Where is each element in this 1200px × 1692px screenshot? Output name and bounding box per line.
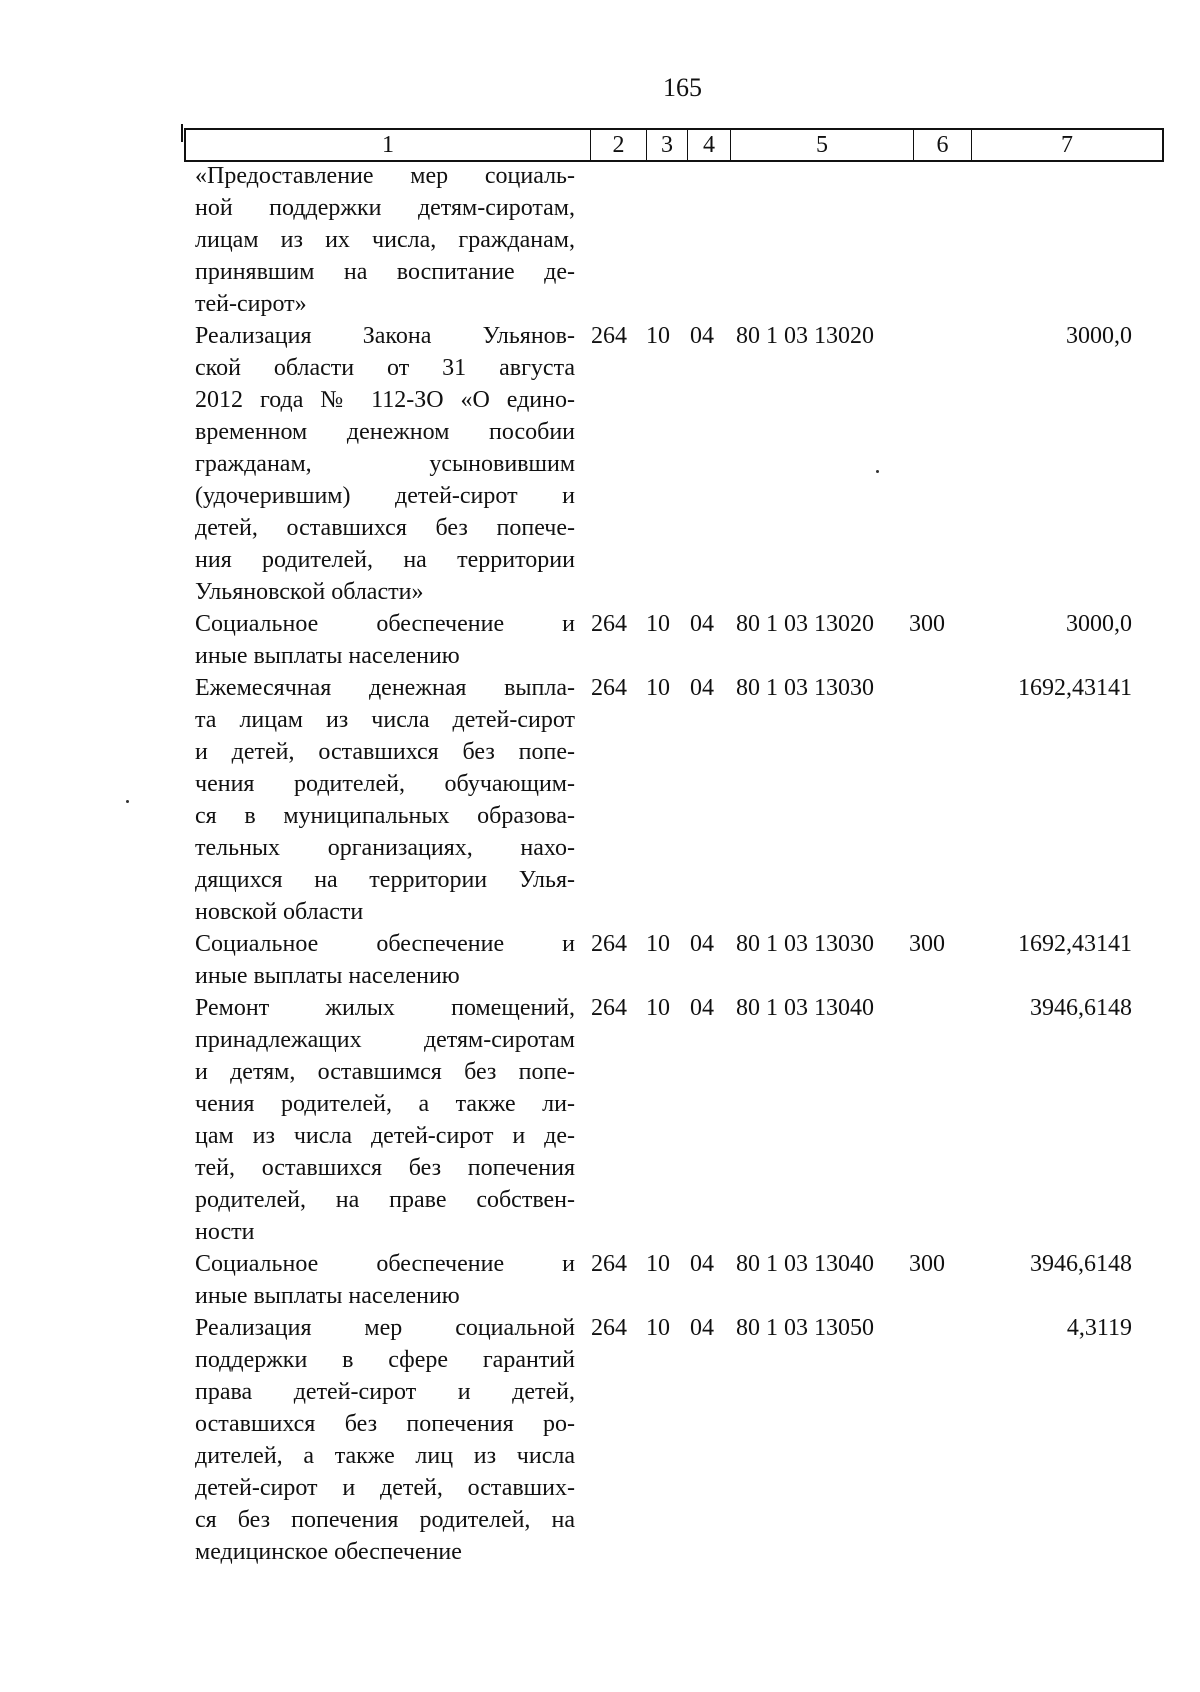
- row-description: [195, 160, 575, 320]
- description-line: временном денежном пособии: [195, 419, 575, 445]
- header-col-6: 6: [914, 130, 972, 160]
- table-row: [0, 1312, 1200, 1568]
- row-cell-c6: 300: [909, 1251, 945, 1277]
- description-line: Ежемесячная денежная выпла-: [195, 675, 575, 701]
- row-cell-c5: 80 1 03 13020: [736, 611, 874, 637]
- row-cell-c7: 1692,43141: [1018, 675, 1132, 701]
- row-cell-c5: 80 1 03 13030: [736, 675, 874, 701]
- description-line: Реализация мер социальной: [195, 1315, 575, 1341]
- row-description: [195, 992, 575, 1248]
- row-cell-c5: 80 1 03 13030: [736, 931, 874, 957]
- description-line: ской области от 31 августа: [195, 355, 575, 381]
- row-cell-c2: 264: [591, 675, 627, 701]
- description-line: 2012 года № 112-ЗО «О едино-: [195, 387, 575, 413]
- description-line: принадлежащих детям-сиротам: [195, 1027, 575, 1053]
- row-description: [195, 928, 575, 992]
- header-col-7: 7: [1061, 132, 1073, 158]
- description-line: иные выплаты населению: [195, 963, 460, 989]
- description-line: и детей, оставшихся без попе-: [195, 739, 575, 765]
- row-cell-c3: 10: [646, 611, 670, 637]
- row-cell-c4: 04: [690, 1251, 714, 1277]
- table-edge-mark: [181, 124, 183, 142]
- row-cell-c2: 264: [591, 1315, 627, 1341]
- description-line: Ульяновской области»: [195, 579, 424, 605]
- row-cell-c5: 80 1 03 13050: [736, 1315, 874, 1341]
- table-row: [0, 928, 1200, 992]
- row-cell-c3: 10: [646, 995, 670, 1021]
- header-col-1: 1: [186, 130, 591, 160]
- row-cell-c6: 300: [909, 931, 945, 957]
- description-line: «Предоставление мер социаль-: [195, 163, 575, 189]
- description-line: принявшим на воспитание де-: [195, 259, 575, 285]
- row-cell-c7: 3000,0: [1066, 323, 1132, 349]
- header-col-3: 3: [647, 130, 688, 160]
- description-line: новской области: [195, 899, 364, 925]
- description-line: чения родителей, а также ли-: [195, 1091, 575, 1117]
- description-line: Ремонт жилых помещений,: [195, 995, 575, 1021]
- row-description: [195, 320, 575, 608]
- scan-speck: [126, 800, 129, 803]
- description-line: медицинское обеспечение: [195, 1539, 462, 1565]
- row-cell-c7: 3946,6148: [1030, 1251, 1132, 1277]
- row-cell-c6: 300: [909, 611, 945, 637]
- row-cell-c3: 10: [646, 675, 670, 701]
- scan-speck: [876, 470, 879, 473]
- row-cell-c3: 10: [646, 1251, 670, 1277]
- row-cell-c4: 04: [690, 1315, 714, 1341]
- row-cell-c3: 10: [646, 931, 670, 957]
- description-line: та лицам из числа детей-сирот: [195, 707, 575, 733]
- row-description: [195, 608, 575, 672]
- description-line: тей, оставшихся без попечения: [195, 1155, 575, 1181]
- table-row: [0, 320, 1200, 608]
- description-line: детей-сирот и детей, оставших-: [195, 1475, 575, 1501]
- description-line: гражданам, усыновившим: [195, 451, 575, 477]
- description-line: Социальное обеспечение и: [195, 1251, 575, 1277]
- table-row: [0, 608, 1200, 672]
- description-line: родителей, на праве собствен-: [195, 1187, 575, 1213]
- description-line: ной поддержки детям-сиротам,: [195, 195, 575, 221]
- row-cell-c4: 04: [690, 931, 714, 957]
- row-cell-c4: 04: [690, 611, 714, 637]
- description-line: ния родителей, на территории: [195, 547, 575, 573]
- description-line: детей, оставшихся без попече-: [195, 515, 575, 541]
- row-cell-c4: 04: [690, 675, 714, 701]
- description-line: иные выплаты населению: [195, 1283, 460, 1309]
- description-line: Социальное обеспечение и: [195, 931, 575, 957]
- description-line: поддержки в сфере гарантий: [195, 1347, 575, 1373]
- description-line: иные выплаты населению: [195, 643, 460, 669]
- row-cell-c7: 3000,0: [1066, 611, 1132, 637]
- table-row: [0, 1248, 1200, 1312]
- description-line: (удочерившим) детей-сирот и: [195, 483, 575, 509]
- row-cell-c2: 264: [591, 611, 627, 637]
- description-line: тей-сирот»: [195, 291, 307, 317]
- table-header: [184, 128, 1164, 162]
- description-line: и детям, оставшимся без попе-: [195, 1059, 575, 1085]
- description-line: ности: [195, 1219, 255, 1245]
- table-row: [0, 992, 1200, 1248]
- row-cell-c7: 3946,6148: [1030, 995, 1132, 1021]
- row-cell-c7: 1692,43141: [1018, 931, 1132, 957]
- row-cell-c2: 264: [591, 323, 627, 349]
- row-cell-c2: 264: [591, 1251, 627, 1277]
- description-line: дящихся на территории Улья-: [195, 867, 575, 893]
- row-cell-c2: 264: [591, 931, 627, 957]
- description-line: тельных организациях, нахо-: [195, 835, 575, 861]
- row-cell-c4: 04: [690, 323, 714, 349]
- description-line: Социальное обеспечение и: [195, 611, 575, 637]
- header-col-4: 4: [688, 130, 731, 160]
- header-col-2: 2: [591, 130, 647, 160]
- table-row: [0, 672, 1200, 928]
- row-description: [195, 1248, 575, 1312]
- header-col-5: 5: [731, 130, 914, 160]
- table-body: [0, 160, 1200, 1568]
- description-line: оставшихся без попечения ро-: [195, 1411, 575, 1437]
- description-line: лицам из их числа, гражданам,: [195, 227, 575, 253]
- description-line: Реализация Закона Ульянов-: [195, 323, 575, 349]
- row-cell-c5: 80 1 03 13040: [736, 995, 874, 1021]
- description-line: ся в муниципальных образова-: [195, 803, 575, 829]
- page-number: 165: [663, 73, 702, 102]
- row-cell-c5: 80 1 03 13020: [736, 323, 874, 349]
- row-description: [195, 672, 575, 928]
- row-cell-c7: 4,3119: [1066, 1315, 1132, 1341]
- description-line: дителей, а также лиц из числа: [195, 1443, 575, 1469]
- description-line: ся без попечения родителей, на: [195, 1507, 575, 1533]
- description-line: чения родителей, обучающим-: [195, 771, 575, 797]
- row-cell-c2: 264: [591, 995, 627, 1021]
- row-description: [195, 1312, 575, 1568]
- description-line: цам из числа детей-сирот и де-: [195, 1123, 575, 1149]
- row-cell-c5: 80 1 03 13040: [736, 1251, 874, 1277]
- row-cell-c3: 10: [646, 1315, 670, 1341]
- row-cell-c4: 04: [690, 995, 714, 1021]
- row-cell-c3: 10: [646, 323, 670, 349]
- table-row: [0, 160, 1200, 320]
- description-line: права детей-сирот и детей,: [195, 1379, 575, 1405]
